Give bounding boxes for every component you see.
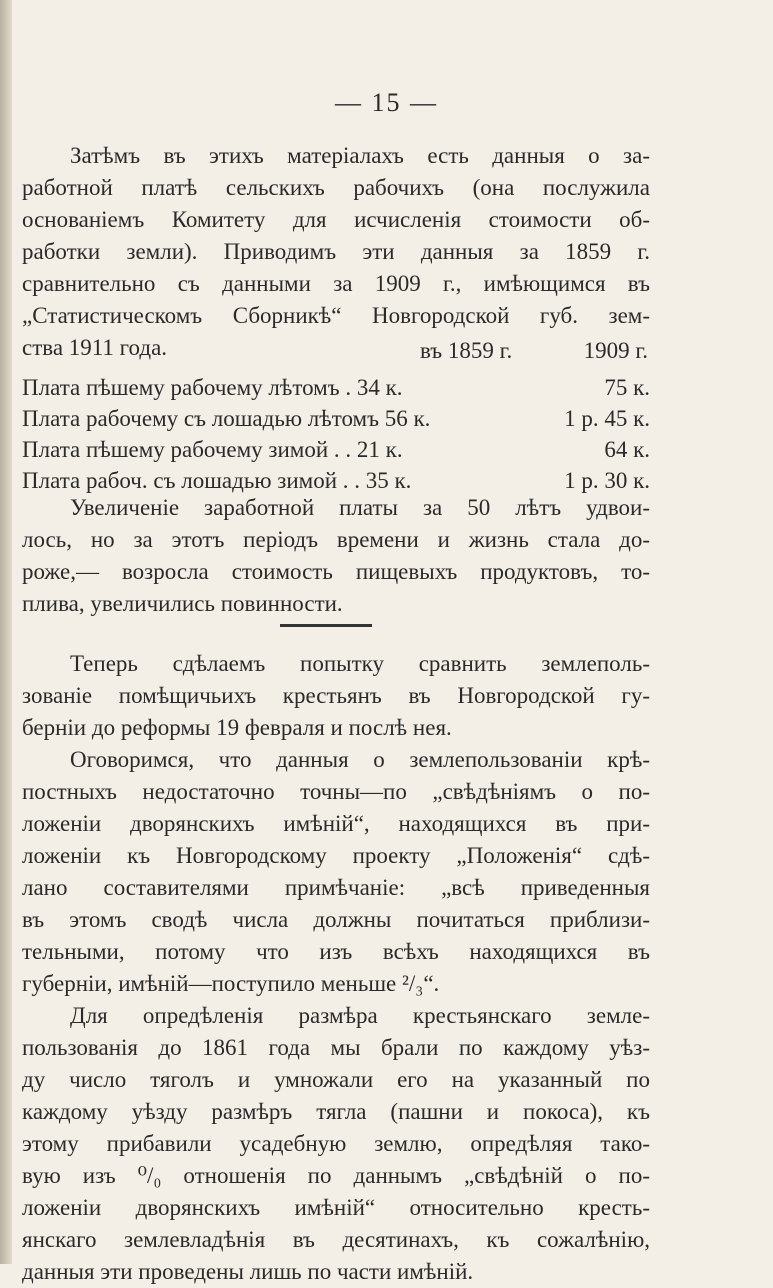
row-label: Плата пѣшему рабочему лѣтомъ . 34 к. [22, 375, 403, 400]
column-1909-header: 1909 г. [583, 338, 648, 363]
increase-paragraph [22, 492, 650, 620]
text-line: лано составителями примѣчаніе: „всѣ приведенныя [22, 875, 650, 900]
text-line: ду число тяголъ и умножали его на указанный по [22, 1067, 650, 1092]
text-line: въ этомъ сводѣ числа должны почитаться приблизи- [22, 907, 650, 932]
text-line: постныхъ недостаточно точны—по „свѣдѣніямъ о по- [22, 779, 650, 804]
text-line: тельными, потому что изъ всѣхъ находящихся въ [22, 939, 650, 964]
row-label: Плата пѣшему рабочему зимой . . 21 к. [22, 437, 403, 462]
book-spine [0, 0, 12, 1264]
text-line: Для опредѣленія размѣра крестьянскаго земле- [70, 1003, 650, 1028]
wage-table-header [420, 338, 648, 364]
value-1909: 1 р. 30 к. [564, 468, 650, 493]
text-line: зованіе помѣщичьихъ крестьянъ въ Новгородской гу- [22, 683, 650, 708]
table-row [22, 372, 650, 403]
table-row [22, 434, 650, 465]
text-line: Затѣмъ въ этихъ матеріалахъ есть данныя о за- [70, 143, 650, 168]
row-label: Плата рабочему съ лошадью лѣтомъ 56 к. [22, 406, 431, 431]
text-line: вую изъ ⁰/₀ отношенія по даннымъ „свѣдѣній о по- [22, 1163, 650, 1188]
text-line: Оговоримся, что данныя о землепользованіи крѣ- [70, 747, 650, 772]
text-line: пользованія до 1861 года мы брали по каждому уѣз- [22, 1035, 650, 1060]
section-divider [280, 624, 372, 627]
text-line: губерніи, имѣній—поступило меньше ²/₃“. [22, 971, 440, 996]
text-line: лось, но за этотъ періодъ времени и жизнь стала до- [22, 527, 650, 552]
text-line: плива, увеличились повинности. [22, 591, 343, 616]
text-line: ства 1911 года. [22, 335, 168, 360]
text-line: работки земли). Приводимъ эти данныя за 1859 г. [22, 239, 650, 264]
text-line: сравнительно съ данными за 1909 г., имѣющимся въ [22, 271, 650, 296]
value-1909: 75 к. [604, 375, 650, 400]
text-line: работной платѣ сельскихъ рабочихъ (она послужила [22, 175, 650, 200]
text-line: „Статистическомъ Сборникѣ“ Новгородской губ. зем- [22, 303, 650, 328]
table-row [22, 403, 650, 434]
text-line: берніи до реформы 19 февраля и послѣ нея. [22, 715, 452, 740]
text-line: Увеличеніе заработной платы за 50 лѣтъ удвои- [70, 495, 650, 520]
text-line: ложеніи дворянскихъ имѣній“, находящихся въ при- [22, 811, 650, 836]
value-1909: 64 к. [604, 437, 650, 462]
text-line: роже,— возросла стоимость пищевыхъ продуктовъ, то- [22, 559, 650, 584]
intro-paragraph [22, 140, 650, 364]
comparison-paragraph [22, 648, 650, 744]
column-1859-header: въ 1859 г. [420, 338, 513, 363]
method-paragraph [22, 1000, 650, 1288]
text-line: этому прибавили усадебную землю, опредѣляя тако- [22, 1131, 650, 1156]
caveat-paragraph [22, 744, 650, 1000]
text-line: ложеніи дворянскихъ имѣній“ относительно кресть- [22, 1195, 650, 1220]
text-line: каждому уѣзду размѣръ тягла (пашни и покоса), къ [22, 1099, 650, 1124]
text-line: данныя эти проведены лишь по части имѣній. [22, 1259, 474, 1284]
page-number: — 15 — [335, 88, 438, 117]
text-line: янскаго землевладѣнія въ десятинахъ, къ сожалѣнію, [22, 1227, 650, 1252]
wage-table [22, 372, 650, 496]
text-line: основаніемъ Комитету для исчисленія стоимости об- [22, 207, 650, 232]
value-1909: 1 р. 45 к. [564, 406, 650, 431]
text-line: Теперь сдѣлаемъ попытку сравнить землеполь- [70, 651, 650, 676]
row-label: Плата рабоч. съ лошадью зимой . . 35 к. [22, 468, 412, 493]
text-line: ложеніи къ Новгородскому проекту „Положенія“ сдѣ- [22, 843, 650, 868]
